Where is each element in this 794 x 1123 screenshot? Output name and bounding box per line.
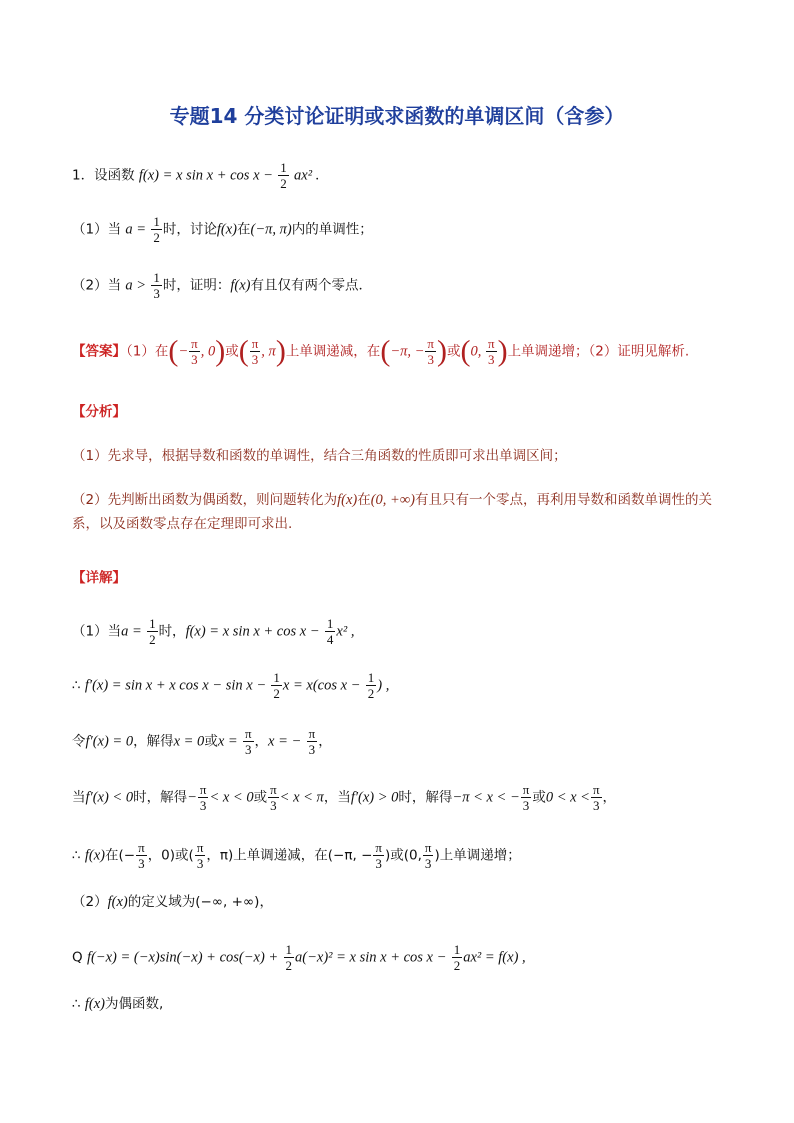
detail-line-7: Q f(−x) = (−x)sin(−x) + cos(−x) + $\frac{1}{2}$ a(−x)² = x sin x + cos x − $\frac{1}{2}$ ax² = f(x) , [72,942,526,973]
q1-function: f(x) = x sin x + cos x − [138,167,273,184]
detail-line-6: （2）f(x)的定义域为(−∞, +∞)， [72,894,273,910]
answer-label: 【答案】 [72,343,126,360]
detail-line-2: ∴ f′(x) = sin x + x cos x − sin x − $\frac{1}{2}$ x = x(cos x − $\frac{1}{2}$ ) , [72,670,390,701]
analysis-line-1: （1）先求导，根据导数和函数的单调性，结合三角函数的性质即可求出单调区间； [72,448,567,464]
detail-line-4: 当f′(x) < 0时，解得− $\frac{\pi}{3}$ < x < 0或 $\frac{\pi}{3}$ < x < π，当f′(x) > 0时，解得−π < x < − $\frac{\pi}{3}$ 或0 < x < $\frac{\pi}{3}$ ， [72,782,617,813]
answer-line: 【答案】（1）在(− $\frac{\pi}{3}$ , 0)或( $\frac{\pi}{3}$ , π)上单调递减，在(−π, − $\frac{\pi}{3}$ )或(0, $\frac{\pi}{3}$ )上单调递增；（2）证明见解析. [72,334,690,368]
detail-label: 【详解】 [72,570,126,586]
analysis-line-2: （2）先判断出函数为偶函数，则问题转化为f(x)在(0, +∞)有且只有一个零点，再利用导数和函数单调性的关系，以及函数零点存在定理即可求出. [72,492,712,532]
fraction: $\frac{1}{2}$ [153,214,160,245]
question-1-part-1: （1）当 a = $\frac{1}{2}$ 时，讨论f(x)在(−π, π)内的单调性； [72,214,373,245]
detail-line-3: 令f′(x) = 0，解得x = 0或x = $\frac{\pi}{3}$ ，x = − $\frac{\pi}{3}$ ， [72,726,332,757]
detail-line-8: ∴ f(x)为偶函数, [72,996,164,1012]
detail-line-5: ∴ f(x)在(− $\frac{\pi}{3}$ ，0)或( $\frac{\pi}{3}$ ，π)上单调递减，在(−π, − $\frac{\pi}{3}$ )或(0, $\frac{\pi}{3}$ )上单调递增； [72,840,521,871]
q1-tail: ax² . [294,167,320,184]
question-1 [72,160,319,191]
analysis-label: 【分析】 [72,404,126,420]
question-1-part-2: （2）当 a > $\frac{1}{3}$ 时，证明：f(x)有且仅有两个零点． [72,270,372,301]
q1-prefix: 1．设函数 [72,167,135,184]
fraction: $\frac{1}{3}$ [153,270,160,301]
detail-line-1: （1）当a = $\frac{1}{2}$ 时，f(x) = x sin x + cos x − $\frac{1}{4}$ x² , [72,616,355,647]
fraction: $\frac{1}{2}$ [280,160,287,191]
page-title: 专题14 分类讨论证明或求函数的单调区间（含参） [169,104,625,128]
